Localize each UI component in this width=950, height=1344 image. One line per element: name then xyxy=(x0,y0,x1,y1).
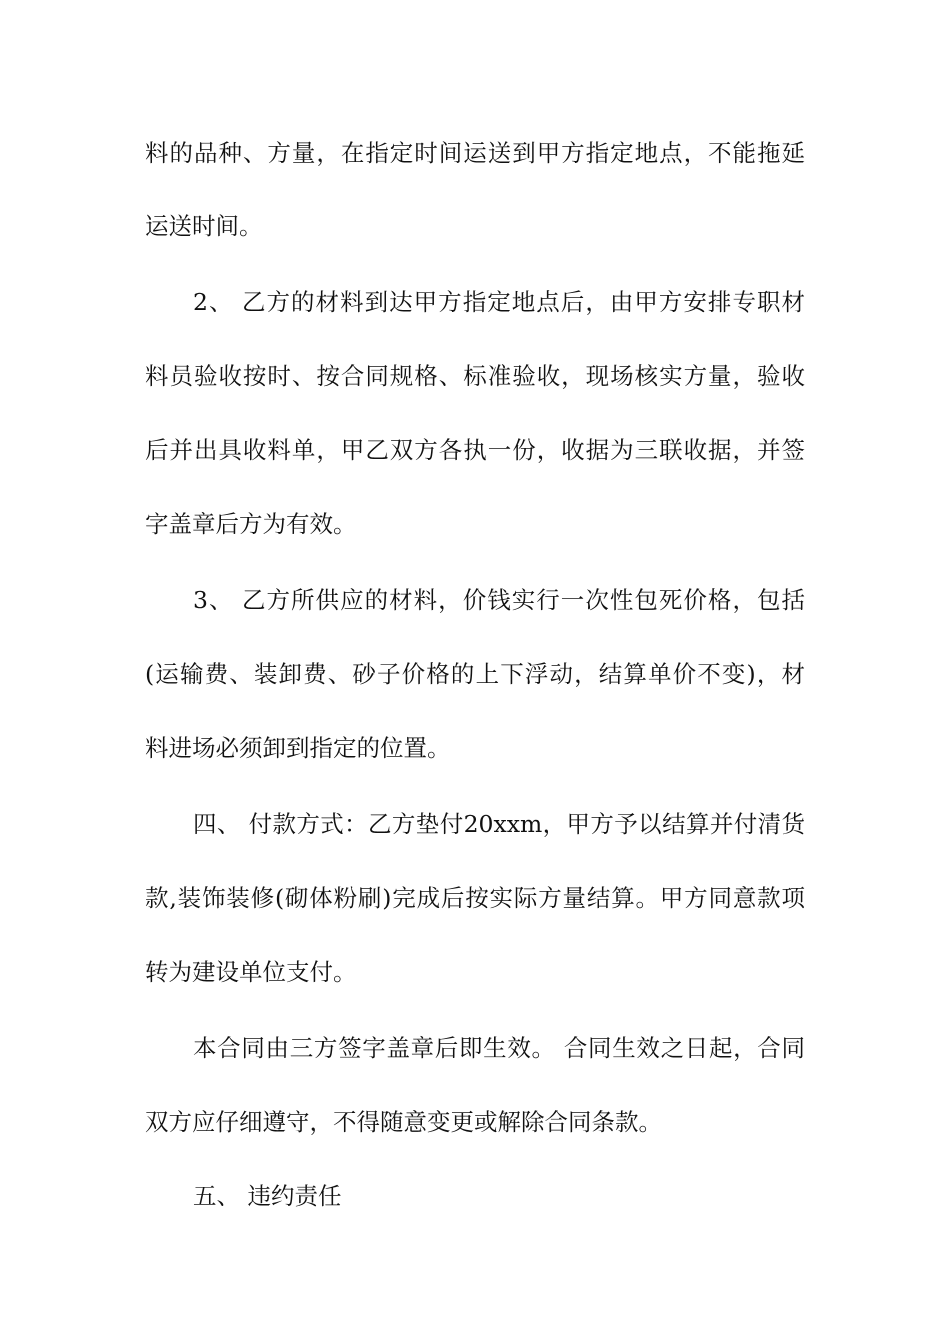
section-heading: 五、 违约责任 xyxy=(193,1182,342,1210)
paragraph-line: 料进场必须卸到指定的位置。 xyxy=(145,734,451,762)
paragraph-line: 料的品种、方量，在指定时间运送到甲方指定地点，不能拖延 xyxy=(145,139,805,167)
paragraph-line: 料员验收按时、按合同规格、标准验收，现场核实方量，验收 xyxy=(145,362,805,390)
paragraph-line: 双方应仔细遵守，不得随意变更或解除合同条款。 xyxy=(145,1108,662,1136)
paragraph-line: 2、 乙方的材料到达甲方指定地点后，由甲方安排专职材 xyxy=(193,288,805,316)
paragraph-line: 本合同由三方签字盖章后即生效。 合同生效之日起，合同 xyxy=(193,1034,805,1062)
paragraph-line: 转为建设单位支付。 xyxy=(145,958,357,986)
paragraph-line: 四、 付款方式：乙方垫付20xxm，甲方予以结算并付清货 xyxy=(193,810,805,838)
paragraph-line: (运输费、装卸费、砂子价格的上下浮动，结算单价不变)，材 xyxy=(145,660,805,688)
paragraph-line: 后并出具收料单，甲乙双方各执一份，收据为三联收据，并签 xyxy=(145,436,805,464)
paragraph-line: 款,装饰装修(砌体粉刷)完成后按实际方量结算。甲方同意款项 xyxy=(145,884,805,912)
paragraph-line: 3、 乙方所供应的材料，价钱实行一次性包死价格，包括 xyxy=(193,586,805,614)
paragraph-line: 运送时间。 xyxy=(145,212,263,240)
paragraph-line: 字盖章后方为有效。 xyxy=(145,510,357,538)
